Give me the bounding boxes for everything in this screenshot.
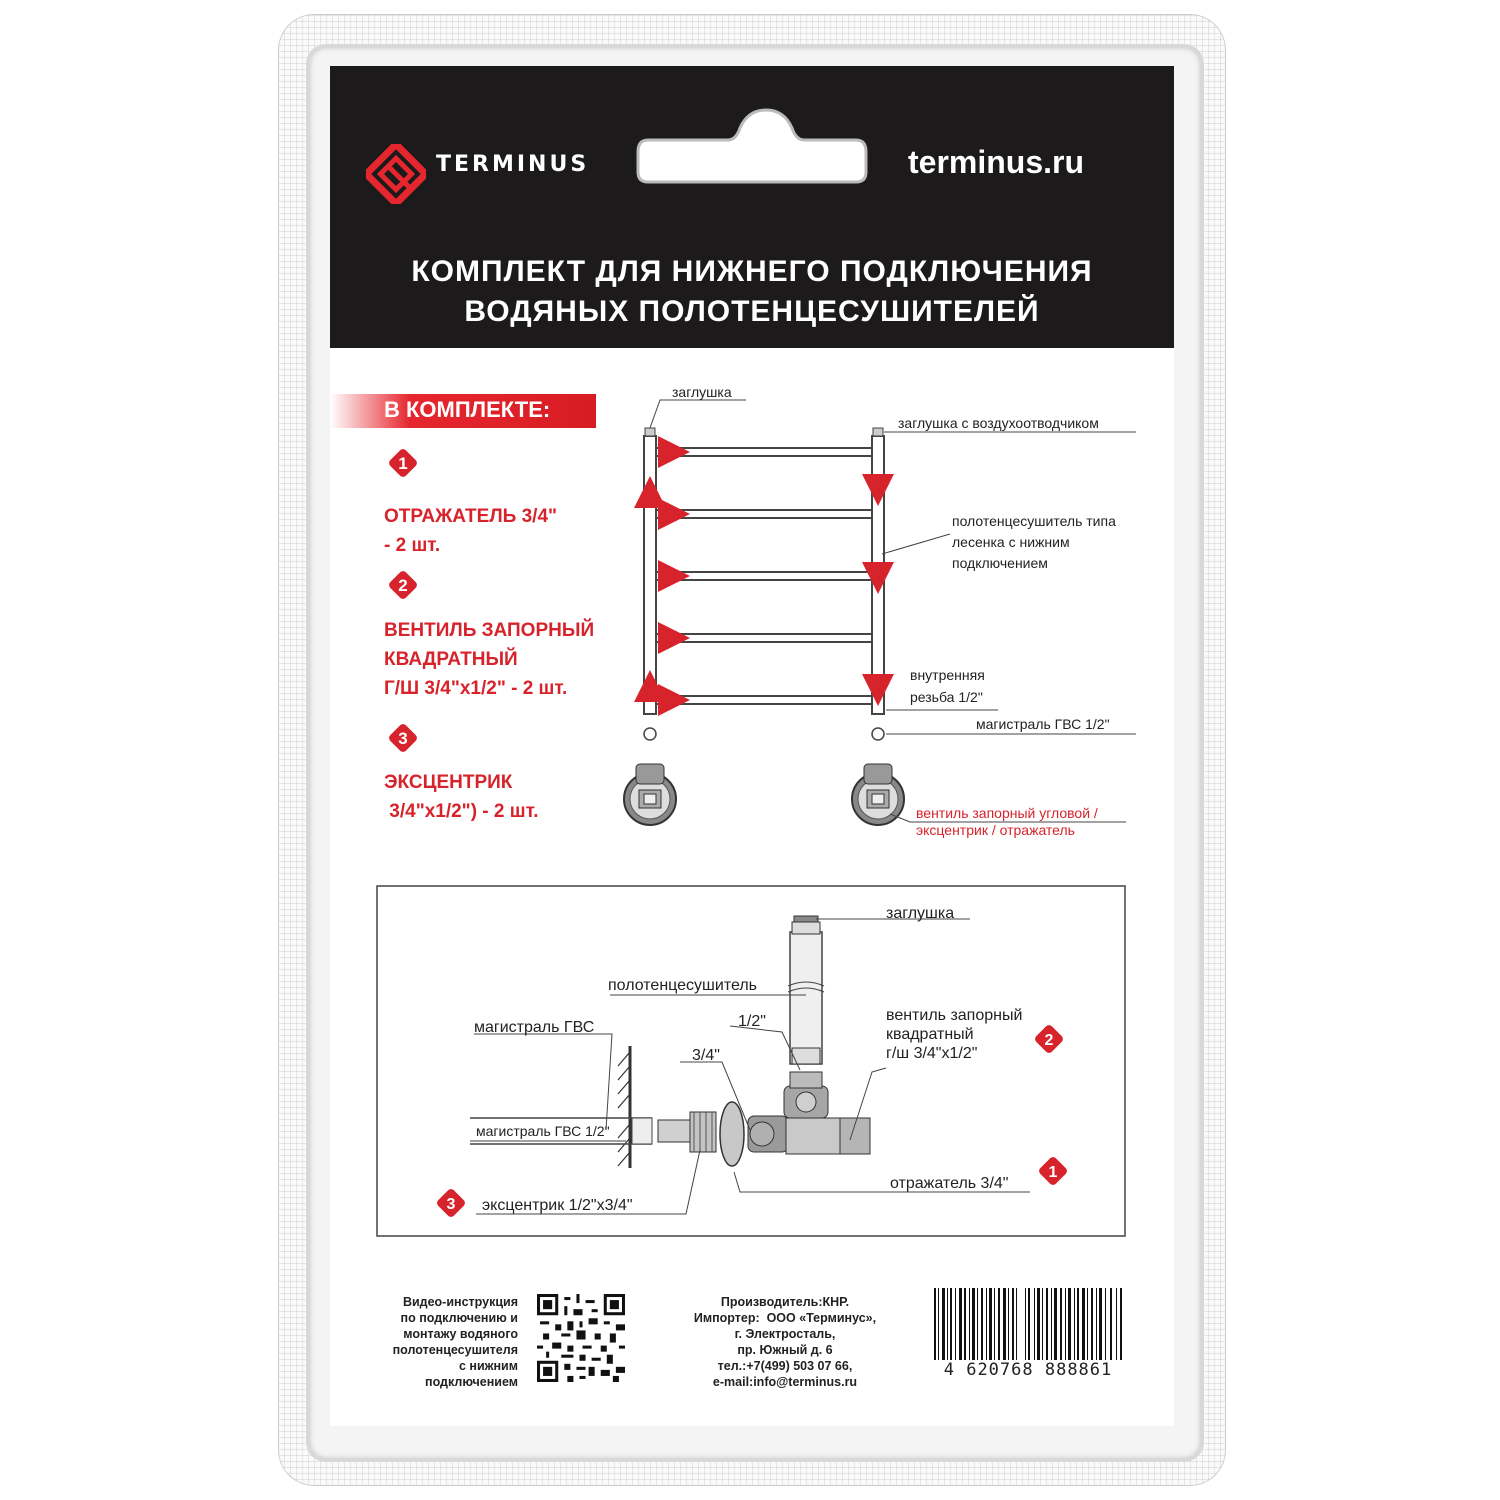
installation-diagrams	[330, 66, 1174, 1426]
svg-text:2: 2	[398, 576, 408, 595]
kit-item-2-text: ВЕНТИЛЬ ЗАПОРНЫЙ КВАДРАТНЫЙ Г/Ш 3/4"х1/2" - 2 шт.	[384, 620, 595, 699]
label-plug-bottom: заглушка	[886, 905, 955, 922]
kit-banner-label: В КОМПЛЕКТЕ:	[384, 397, 551, 422]
valve-right-icon	[852, 764, 904, 825]
label-valve-top-1: вентиль запорный угловой /	[916, 805, 1098, 821]
label-reflector: отражатель 3/4"	[890, 1175, 1009, 1192]
assembly-badge-2	[1033, 1023, 1064, 1054]
svg-text:1: 1	[1048, 1164, 1058, 1181]
label-half-inch: 1/2"	[738, 1013, 766, 1030]
package-card	[330, 66, 1174, 1426]
towel-dryer-drawing	[624, 400, 1136, 825]
svg-text:2: 2	[1044, 1032, 1054, 1049]
brand-name: TERMINUS	[436, 152, 590, 177]
kit-item-1-text: ОТРАЖАТЕЛЬ 3/4" - 2 шт.	[384, 506, 558, 556]
label-dryer-type-2: лесенка с нижним	[952, 534, 1070, 550]
label-valve-top-2: эксцентрик / отражатель	[916, 822, 1075, 838]
assembly-badge-3	[435, 1187, 466, 1218]
site-url: terminus.ru	[908, 144, 1085, 180]
label-valve-3: г/ш 3/4"х1/2"	[886, 1045, 978, 1062]
kit-item-3-text: ЭКСЦЕНТРИК 3/4"х1/2") - 2 шт.	[384, 772, 539, 822]
valve-left-icon	[624, 764, 676, 825]
label-plug: заглушка	[672, 384, 732, 400]
label-three-quarter: 3/4"	[692, 1047, 720, 1064]
label-dryer-type-3: подключением	[952, 555, 1048, 571]
label-main-top: магистраль ГВС 1/2"	[976, 716, 1110, 732]
assembly-badge-1	[1037, 1155, 1068, 1186]
video-instruction-note: Видео-инструкция по подключению и монтажу водяного полотенцесушителя с нижним подключением	[392, 1295, 518, 1389]
label-dryer-bottom: полотенцесушитель	[608, 977, 757, 994]
label-valve-1: вентиль запорный	[886, 1007, 1023, 1024]
qr-code-icon[interactable]	[537, 1294, 625, 1382]
assembly-frame	[377, 886, 1125, 1236]
label-valve-2: квадратный	[886, 1026, 974, 1043]
label-main-bottom: магистраль ГВС	[474, 1019, 595, 1036]
title-line-2: ВОДЯНЫХ ПОЛОТЕНЦЕСУШИТЕЛЕЙ	[464, 295, 1040, 328]
svg-text:3: 3	[398, 729, 408, 748]
label-eccentric: эксцентрик 1/2"х3/4"	[482, 1197, 633, 1214]
label-plug-air: заглушка с воздухоотводчиком	[898, 415, 1099, 431]
manufacturer-info: Производитель:КНР. Импортер: ООО «Терминус», г. Электросталь, пр. Южный д. 6 тел.:+7(499) 503 07 66, e-mail:info@terminus.ru	[693, 1295, 877, 1389]
barcode-number: 4 620768 888861	[924, 1360, 1132, 1380]
label-thread-1: внутренняя	[910, 667, 985, 683]
label-dryer-type-1: полотенцесушитель типа	[952, 513, 1116, 529]
svg-text:3: 3	[446, 1196, 456, 1213]
title-line-1: КОМПЛЕКТ ДЛЯ НИЖНЕГО ПОДКЛЮЧЕНИЯ	[411, 255, 1093, 288]
assembly-drawing	[470, 916, 1030, 1214]
label-thread-2: резьба 1/2"	[910, 689, 983, 705]
label-main-half: магистраль ГВС 1/2"	[476, 1123, 610, 1139]
svg-text:1: 1	[398, 454, 408, 473]
